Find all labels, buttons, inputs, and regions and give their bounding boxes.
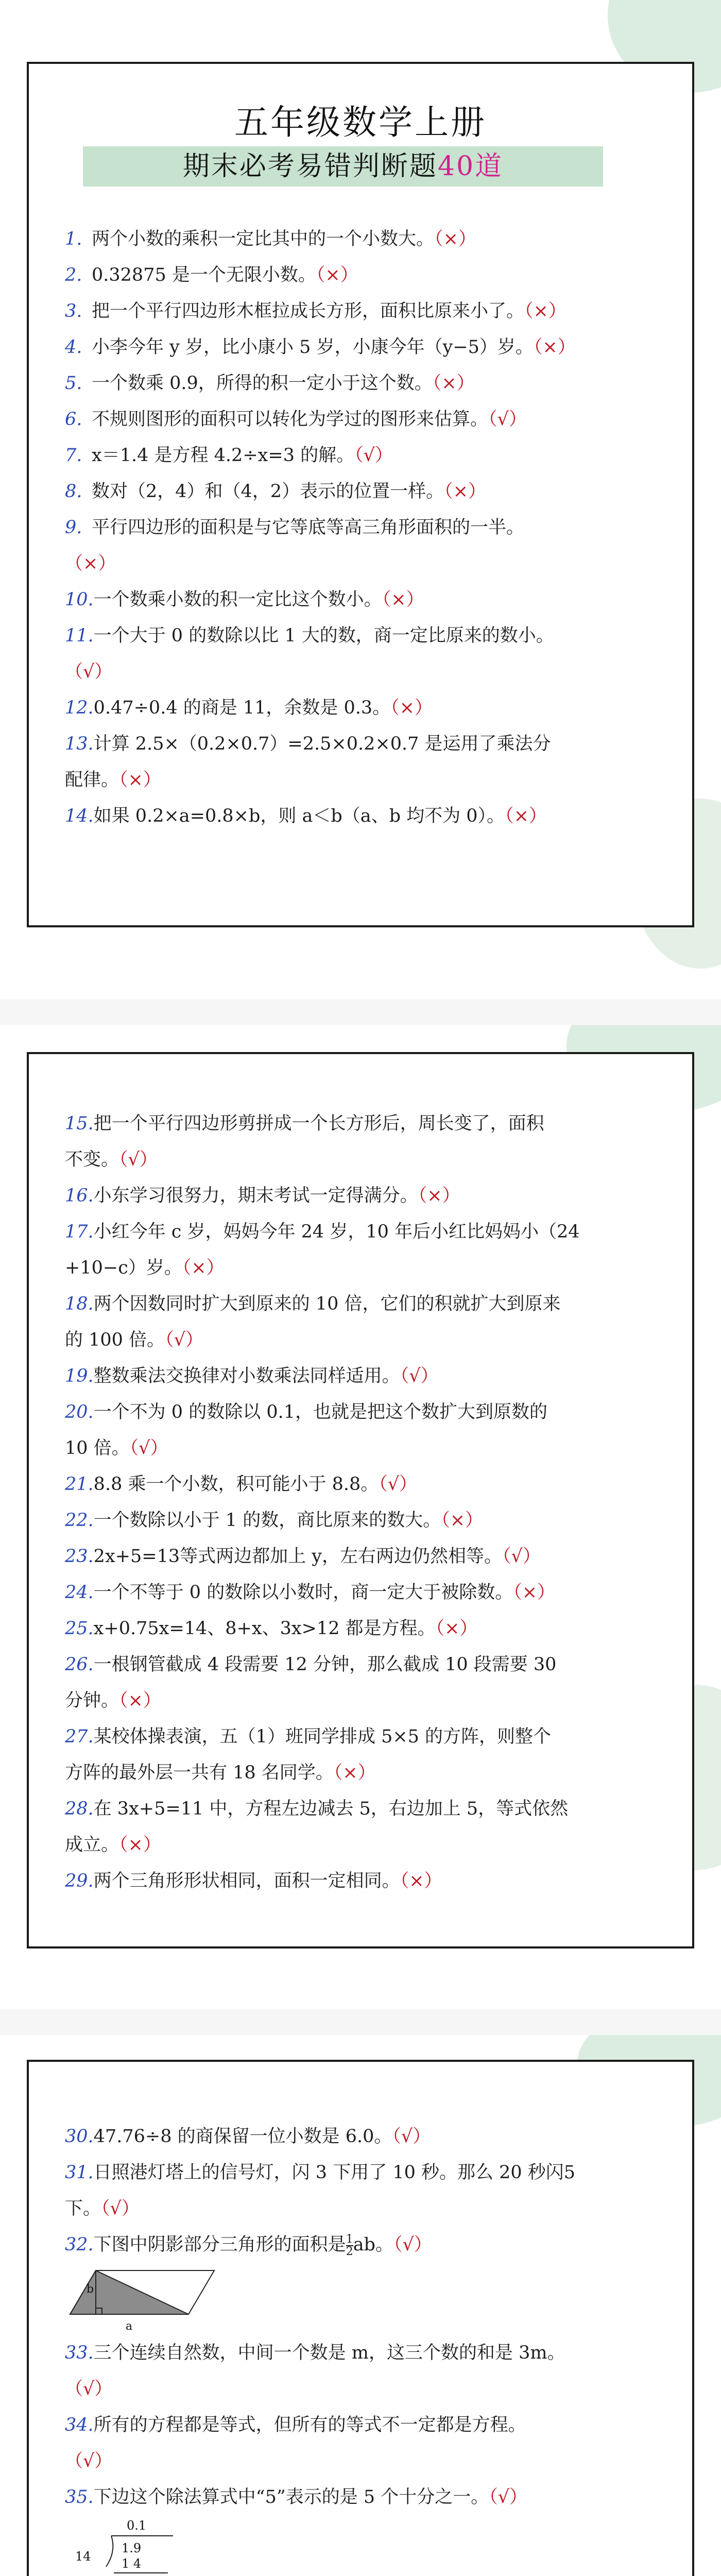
answer-mark: （√） <box>400 1366 439 1386</box>
question-text: 一个数乘 0.9，所得的积一定小于这个数。（×） <box>92 373 475 394</box>
answer-mark: （×） <box>316 265 358 285</box>
question-number: 3. <box>65 301 82 321</box>
page-3 <box>0 2035 721 2576</box>
label-b: b <box>87 2283 94 2296</box>
question-item <box>65 257 672 293</box>
question-number: 4. <box>65 337 82 358</box>
svg-text:0.1: 0.1 <box>127 2518 147 2533</box>
answer-mark: （√） <box>354 445 393 466</box>
question-item-cont <box>65 1142 672 1178</box>
question-item-cont <box>65 654 672 690</box>
question-text <box>65 662 112 682</box>
question-text: 两个小数的乘积一定比其中的一个小数大。（×） <box>92 229 476 249</box>
question-number: 19. <box>65 1366 94 1386</box>
page-1 <box>0 0 721 1025</box>
content-frame <box>27 2060 694 2576</box>
question-number: 24. <box>65 1582 94 1603</box>
question-item <box>65 2227 672 2263</box>
question-text: 所有的方程都是等式，但所有的等式不一定都是方程。 <box>93 2415 526 2435</box>
question-text: 在 3x+5=11 中，方程左边减去 5，右边加上 5，等式依然 <box>93 1799 569 1819</box>
answer-mark: （×） <box>418 1185 460 1206</box>
question-text: 0.47÷0.4 的商是 11，余数是 0.3。（×） <box>93 698 433 718</box>
question-text <box>65 2451 112 2471</box>
question-item-cont <box>65 762 672 798</box>
question-text: x＝1.4 是方程 4.2÷x=3 的解。（√） <box>92 445 393 466</box>
question-text: 整数乘法交换律对小数乘法同样适用。（√） <box>93 1366 439 1386</box>
answer-mark: （√） <box>65 662 113 682</box>
question-number: 10. <box>65 589 94 610</box>
question-text: 8.8 乘一个小数，积可能小于 8.8。（√） <box>93 1474 418 1495</box>
question-item-cont <box>65 1430 672 1466</box>
answer-mark: （√） <box>392 2126 431 2147</box>
subtitle-banner <box>83 146 603 187</box>
question-item-cont <box>65 2191 672 2227</box>
question-text: 47.76÷8 的商保留一位小数是 6.0。（√） <box>93 2126 431 2147</box>
question-item <box>65 798 672 834</box>
question-text: 两个因数同时扩大到原来的 10 倍，它们的积就扩大到原来 <box>93 1294 561 1314</box>
question-item <box>65 1178 672 1214</box>
question-item <box>65 1719 672 1755</box>
answer-mark: （×） <box>390 698 433 718</box>
question-text: 把一个平行四边形木框拉成长方形，面积比原来小了。（×） <box>92 301 566 321</box>
answer-mark: （√） <box>65 2379 113 2399</box>
subtitle-count: 40道 <box>437 151 504 182</box>
question-number: 13. <box>65 734 94 754</box>
question-item <box>65 2335 672 2371</box>
question-item <box>65 473 672 510</box>
answer-mark: （√） <box>165 1330 203 1350</box>
question-text: 小李今年 y 岁，比小康小 5 岁，小康今年（y−5）岁。（×） <box>92 337 576 358</box>
question-text: 成立。（×） <box>65 1835 161 1855</box>
question-item <box>65 1647 672 1683</box>
question-text: 一个大于 0 的数除以比 1 大的数，商一定比原来的数小。 <box>93 625 554 646</box>
question-text: 0.32875 是一个无限小数。（×） <box>92 265 358 285</box>
answer-mark: （×） <box>119 1690 161 1711</box>
question-item <box>65 365 672 401</box>
question-text: 某校体操表演，五（1）班同学排成 5×5 的方阵，则整个 <box>93 1726 552 1747</box>
question-number: 26. <box>65 1654 94 1675</box>
question-number: 35. <box>65 2487 94 2507</box>
svg-text:14: 14 <box>75 2549 91 2564</box>
answer-mark: （√） <box>489 2487 528 2507</box>
question-number: 31. <box>65 2162 94 2183</box>
content-frame <box>27 1052 694 1948</box>
question-item-cont <box>65 2371 672 2407</box>
answer-mark: （√） <box>101 2198 140 2219</box>
question-text: 三个连续自然数，中间一个数是 m，这三个数的和是 3m。 <box>93 2343 565 2363</box>
question-text: 不规则图形的面积可以转化为学过的图形来估算。（√） <box>92 409 527 430</box>
question-item-cont <box>65 546 672 582</box>
question-item-cont <box>65 1322 672 1358</box>
question-number: 22. <box>65 1510 94 1531</box>
question-text: 小东学习很努力，期末考试一定得满分。（×） <box>93 1185 460 1206</box>
question-item <box>65 2407 672 2443</box>
answer-mark: （√） <box>379 1474 418 1495</box>
subtitle-text: 期末必考易错判断题 <box>182 151 438 182</box>
parallelogram-figure <box>65 2263 672 2335</box>
question-number: 1. <box>65 229 82 249</box>
parallelogram-diagram <box>65 2263 230 2335</box>
page-gap <box>0 2009 721 2035</box>
question-item <box>65 1502 672 1538</box>
question-text: +10−c）岁。（×） <box>65 1258 225 1278</box>
answer-mark: （√） <box>393 2234 432 2255</box>
question-text: ab。（√） <box>353 2234 432 2255</box>
answer-mark: （×） <box>435 1618 478 1639</box>
answer-mark: （×） <box>119 1835 161 1855</box>
question-item <box>65 1286 672 1322</box>
question-number: 5. <box>65 373 82 394</box>
question-item <box>65 582 672 618</box>
question-text: 2x+5=13等式两边都加上 y，左右两边仍然相等。（√） <box>93 1546 541 1567</box>
question-text: 的 100 倍。（√） <box>65 1330 203 1350</box>
question-number: 9. <box>65 517 82 538</box>
content-frame <box>27 62 694 927</box>
question-text: 下边这个除法算式中“5”表示的是 5 个十分之一。（√） <box>93 2487 528 2507</box>
question-item <box>65 401 672 437</box>
answer-mark: （√） <box>129 1438 168 1459</box>
question-text: 一个数除以小于 1 的数，商比原来的数大。（×） <box>93 1510 484 1531</box>
question-number: 32. <box>65 2234 94 2255</box>
svg-text:1 4: 1 4 <box>122 2556 142 2571</box>
question-text: 如果 0.2×a=0.8×b，则 a＜b（a、b 均不为 0）。（×） <box>93 806 547 826</box>
answer-mark: （√） <box>119 1149 158 1170</box>
question-item <box>65 510 672 546</box>
question-item <box>65 726 672 762</box>
question-text <box>65 553 116 574</box>
question-item <box>65 1574 672 1611</box>
question-text: 下。（√） <box>65 2198 140 2219</box>
question-number: 14. <box>65 806 94 826</box>
question-item <box>65 1791 672 1827</box>
question-number: 34. <box>65 2415 94 2435</box>
question-number: 29. <box>65 1871 94 1891</box>
question-item <box>65 1106 672 1142</box>
answer-mark: （×） <box>182 1258 225 1278</box>
svg-text:1.9: 1.9 <box>122 2541 142 2555</box>
question-item-cont <box>65 2443 672 2479</box>
question-item <box>65 2119 672 2155</box>
fraction-denominator: 2 <box>346 2245 353 2258</box>
question-text: 配律。（×） <box>65 770 161 790</box>
question-number: 2. <box>65 265 82 285</box>
page-2 <box>0 1025 721 2035</box>
question-item <box>65 329 672 365</box>
question-number: 21. <box>65 1474 94 1495</box>
question-number: 25. <box>65 1618 94 1639</box>
question-number: 15. <box>65 1113 94 1134</box>
question-item-cont <box>65 1250 672 1286</box>
question-number: 33. <box>65 2343 94 2363</box>
question-text: 日照港灯塔上的信号灯，闪 3 下用了 10 秒。那么 20 秒闪5 <box>93 2162 576 2183</box>
question-list <box>65 221 672 834</box>
answer-mark: （√） <box>488 409 527 430</box>
question-text: 一个数乘小数的积一定比这个数小。（×） <box>93 589 424 610</box>
answer-mark: （×） <box>444 481 486 502</box>
question-list <box>65 2119 672 2576</box>
question-number: 17. <box>65 1222 94 1242</box>
question-text <box>65 2379 112 2399</box>
answer-mark: （×） <box>513 1582 556 1603</box>
question-text: 计算 2.5×（0.2×0.7）=2.5×0.2×0.7 是运用了乘法分 <box>93 734 551 754</box>
question-number: 6. <box>65 409 82 430</box>
answer-mark: （×） <box>400 1871 442 1891</box>
question-item <box>65 1863 672 1899</box>
question-item <box>65 2479 672 2515</box>
question-text: 10 倍。（√） <box>65 1438 168 1459</box>
answer-mark: （×） <box>434 229 476 249</box>
question-number: 18. <box>65 1294 94 1314</box>
page-title: 五年级数学上册 <box>234 103 487 142</box>
question-item <box>65 1611 672 1647</box>
question-text: 一个不为 0 的数除以 0.1，也就是把这个数扩大到原数的 <box>93 1402 547 1422</box>
question-item <box>65 1466 672 1502</box>
answer-mark: （×） <box>432 373 475 394</box>
question-item <box>65 1214 672 1250</box>
question-number: 12. <box>65 698 94 718</box>
question-text: 方阵的最外层一共有 18 名同学。（×） <box>65 1762 376 1783</box>
question-text: 数对（2，4）和（4，2）表示的位置一样。（×） <box>92 481 486 502</box>
label-a: a <box>126 2320 133 2333</box>
question-number: 7. <box>65 445 82 466</box>
question-number: 23. <box>65 1546 94 1567</box>
question-item <box>65 1538 672 1574</box>
fraction-numerator: 1 <box>346 2232 353 2246</box>
question-number: 16. <box>65 1185 94 1206</box>
question-list <box>65 1106 672 1899</box>
long-division-diagram <box>65 2515 219 2576</box>
answer-mark: （×） <box>65 553 116 574</box>
answer-mark: （×） <box>524 301 566 321</box>
question-item <box>65 690 672 726</box>
question-item-cont <box>65 1827 672 1863</box>
question-item <box>65 1358 672 1394</box>
question-item <box>65 221 672 257</box>
question-text: 一根钢管截成 4 段需要 12 分钟，那么截成 10 段需要 30 <box>93 1654 557 1675</box>
question-item <box>65 293 672 329</box>
question-item-cont <box>65 1683 672 1719</box>
question-text: 平行四边形的面积是与它等底等高三角形面积的一半。 <box>92 517 525 538</box>
answer-mark: （×） <box>333 1762 376 1783</box>
page-gap <box>0 999 721 1025</box>
answer-mark: （×） <box>505 806 547 826</box>
answer-mark: （×） <box>382 589 424 610</box>
question-text: 把一个平行四边形剪拼成一个长方形后，周长变了，面积 <box>93 1113 544 1134</box>
question-text: 下图中阴影部分三角形的面积是 <box>93 2234 346 2255</box>
answer-mark: （×） <box>119 770 161 790</box>
long-division-figure <box>65 2515 672 2576</box>
question-text: 分钟。（×） <box>65 1690 161 1711</box>
question-text: 不变。（√） <box>65 1149 158 1170</box>
answer-mark: （√） <box>65 2451 113 2471</box>
question-number: 11. <box>65 625 94 646</box>
fraction <box>346 2234 353 2258</box>
question-item <box>65 437 672 473</box>
question-text: 一个不等于 0 的数除以小数时，商一定大于被除数。（×） <box>93 1582 556 1603</box>
answer-mark: （×） <box>533 337 576 358</box>
answer-mark: （×） <box>441 1510 484 1531</box>
question-item <box>65 2155 672 2191</box>
question-text: 两个三角形形状相同，面积一定相同。（×） <box>93 1871 442 1891</box>
question-number: 8. <box>65 481 82 502</box>
question-number: 28. <box>65 1799 94 1819</box>
question-text: 小红今年 c 岁，妈妈今年 24 岁，10 年后小红比妈妈小（24 <box>93 1222 580 1242</box>
answer-mark: （√） <box>502 1546 541 1567</box>
question-number: 27. <box>65 1726 94 1747</box>
question-item <box>65 618 672 654</box>
question-item <box>65 1394 672 1430</box>
question-number: 30. <box>65 2126 94 2147</box>
question-item-cont <box>65 1755 672 1791</box>
question-number: 20. <box>65 1402 94 1422</box>
question-text: x+0.75x=14、8+x、3x>12 都是方程。（×） <box>93 1618 478 1639</box>
